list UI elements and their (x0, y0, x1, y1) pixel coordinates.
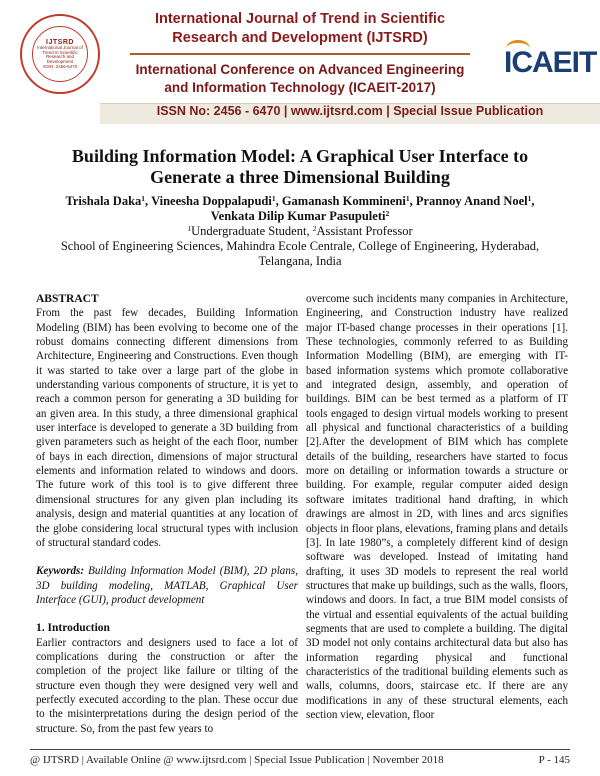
author-separator: , (409, 194, 416, 208)
author-name: Trishala Daka (65, 194, 142, 208)
affil-role-2: Assistant Professor (316, 224, 413, 238)
author-name: Gamanash Kommineni (281, 194, 406, 208)
author-name: Prannoy Anand Noel (415, 194, 528, 208)
keywords (36, 564, 298, 607)
logo-text: ICAEIT (504, 46, 597, 79)
introduction-text: Earlier contractors and designers used to face a lot of complications during the construction or after the completion of the project like failure or tilting of the structure even though they were designed very well and perfectly executed according to the plan. These occur due to the misinterpretations during the design period of the structure. So, from the past few years to (36, 636, 298, 735)
paper-title-line-2: Generate a three Dimensional Building (150, 167, 450, 187)
right-column (306, 292, 568, 722)
keywords-text: Building Information Model (BIM), 2D plans, 3D building modeling, MATLAB, Graphical User Interface (GUI), product development (36, 565, 298, 606)
left-column (36, 292, 298, 736)
issn-website-line: ISSN No: 2456 - 6470 | www.ijtsrd.com | Special Issue Publication (156, 104, 544, 118)
header-divider (130, 53, 470, 55)
seal-center (32, 26, 88, 82)
seal-acronym: IJTSRD (46, 38, 74, 46)
seal-line-2: Trend in Scientific (42, 49, 78, 55)
introduction-heading: 1. Introduction (36, 622, 110, 635)
footer-publication-info: @ IJTSRD | Available Online @ www.ijtsrd.com | Special Issue Publication | November 2018 (30, 754, 444, 766)
seal-line-3: Research and (45, 54, 75, 60)
right-column-text: overcome such incidents many companies in Architecture, Engineering, and Construction industry have realized major IT-based change processes in their operations [1]. These technologies, commonly referred to as Building Information Modelling (BIM), are emerging with IT- based information systems which promote collaborative and integrated design, assembly, and operation of buildings. BIM can be best termed as a platform of IT tools engaged to design virtual models working to present all physical and functional characteristics of a building [2].After the development of BIM which has complete details of the building, researchers have started to focus more on detailing or information towards a structure or building. For example, regular computer aided design software imitates traditional hand drafting, in which drawings are almost in 2D, with lines and arcs signifies objects in floor plans, elevations, framing plans and details [3]. In late 1980”s, a completely different kind of design software was developed. Instead of imitating hand drafting, it uses 3D models to represent the real world structures that make up buildings, such as the walls, floors, windows and doors. In fact, a true BIM model consists of the virtual and essential equivalents of the actual building segments that are used to complete a building. The digital 3D model not only contains architectural data but also has information regarding physical and functional characteristics of the traditional building elements such as walls, columns, doors, staircase etc. If there are any modifications in any of these structural elements, each section view, elevation, floor (306, 293, 568, 721)
author-separator: , (531, 194, 535, 208)
affil-role-1: Undergraduate Student, (191, 224, 313, 238)
author-affil-mark: 1 (141, 194, 146, 203)
paper-title-line-1: Building Information Model: A Graphical User Interface to (71, 146, 529, 166)
author-name: Vineesha Doppalapudi (151, 194, 272, 208)
spacer (36, 550, 298, 564)
seal-line-1: International Journal of (37, 44, 83, 50)
footer-divider (30, 749, 570, 750)
author-separator: , (275, 194, 282, 208)
affiliation-institution: School of Engineering Sciences, Mahindra Ecole Centrale, College of Engineering, Hyderabad, (60, 239, 540, 253)
affiliation-location: Telangana, India (258, 254, 342, 268)
journal-seal-logo (20, 14, 100, 94)
author-affil-mark: 1 (271, 194, 276, 203)
conference-name-line-1: International Conference on Advanced Engineering (135, 62, 465, 77)
affil-mark-2: 2 (312, 224, 317, 233)
affiliation-roles (20, 224, 580, 239)
conference-name-line-2: and Information Technology (ICAEIT-2017) (164, 80, 436, 95)
icaeit-logo (490, 40, 597, 84)
author-affil-mark: 1 (405, 194, 410, 203)
page-number: P - 145 (538, 754, 570, 766)
author-affil-mark: 1 (527, 194, 532, 203)
author-line-2 (30, 209, 570, 224)
spacer (36, 607, 298, 621)
seal-issn: ISSN: 2456-6470 (42, 63, 78, 69)
seal-line-4: Development (46, 59, 74, 65)
journal-header (0, 0, 600, 118)
author-list (30, 194, 570, 224)
paper-title (40, 146, 560, 188)
affiliations (20, 224, 580, 269)
journal-name-line-1: International Journal of Trend in Scientific (154, 11, 446, 27)
author-separator: , (145, 194, 152, 208)
author-affil-mark: 2 (385, 209, 390, 218)
affil-mark-1: 1 (187, 224, 192, 233)
abstract-text: From the past few decades, Building Information Modeling (BIM) has been evolving to become one of the robust domains connecting different dimensions from Architecture, Engineering and Constructions. Even though it was started to take over a large part of the globe in understanding various components of structure, it is yet to reach a common person for generating a 3D building for an given area. In this study, a three dimensional graphical user interface is developed to generate a 3D building from given parameters such as height of the each floor, number of bays in each direction, dimensions of major structural elements and information related to windows and doors. The future work of this tool is to give different three dimensional structures for any given plan including its analysis, design and material quantities at any location of the globe considering local structural types with inclusion of structural standard codes. (36, 307, 298, 549)
author-line-1 (30, 194, 570, 209)
keywords-label: Keywords: (36, 565, 85, 578)
journal-name-line-2: Research and Development (IJTSRD) (172, 30, 428, 46)
author-name: Venkata Dilip Kumar Pasupuleti (210, 209, 386, 223)
abstract-heading: ABSTRACT (36, 293, 99, 305)
